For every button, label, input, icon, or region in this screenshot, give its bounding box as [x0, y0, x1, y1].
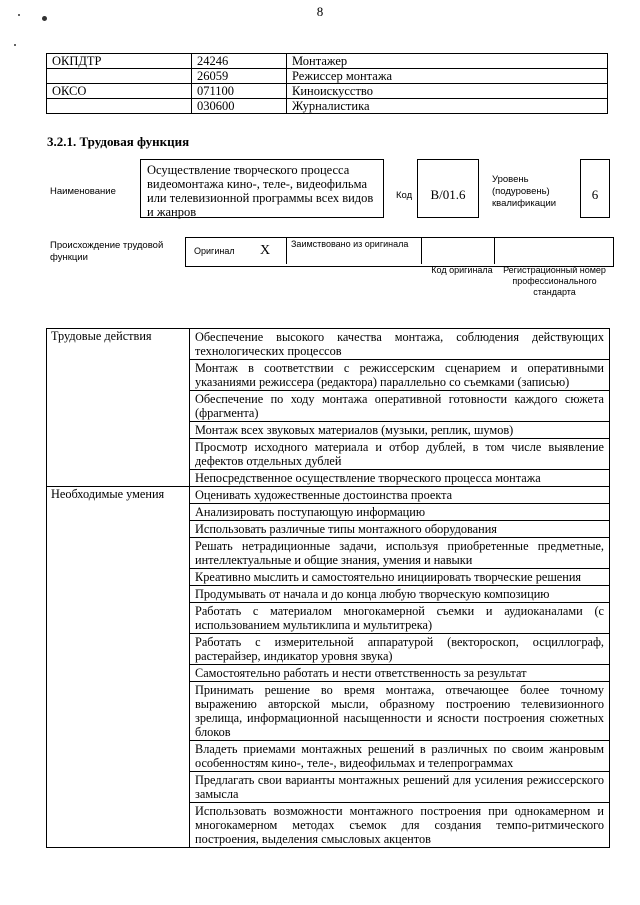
original-label: Оригинал: [194, 246, 235, 256]
classifier-code: 030600: [192, 99, 287, 114]
classifier-code: 24246: [192, 54, 287, 69]
section-item: Непосредственное осуществление творческого процесса монтажа: [190, 470, 610, 487]
table-row: [47, 69, 608, 84]
function-details-table: [46, 328, 610, 848]
section-item: Принимать решение во время монтажа, отвечающее более точному выражению авторской мысли, образному построению телевизионного зрелища, информационной насыщенности и ясности построения сюжетных блоков: [190, 682, 610, 741]
origin-borrowed-cell: [287, 238, 422, 264]
classifier-code: 26059: [192, 69, 287, 84]
original-mark: X: [260, 243, 271, 258]
section-item: Обеспечение по ходу монтажа оперативной готовности каждого сюжета (фрагмента): [190, 391, 610, 422]
function-name-value: Осуществление творческого процесса видеомонтажа кино-, теле-, видеофильма или телевизионной программы всех видов и жанров: [140, 159, 384, 218]
function-name-label: Наименование: [50, 186, 116, 197]
section-item: Предлагать свои варианты монтажных решений для усиления режиссерского замысла: [190, 772, 610, 803]
classifier-name: [47, 69, 192, 84]
section-item: Анализировать поступающую информацию: [190, 504, 610, 521]
origin-table: [185, 237, 614, 267]
qualification-level-label: Уровень (подуровень) квалификации: [492, 174, 557, 209]
section-item: Просмотр исходного материала и отбор дублей, в том числе выявление дефектов отдельных дублей: [190, 439, 610, 470]
section-item: Использовать возможности монтажного построения при однокамерном и многокамерном методах съемок для создания темпо-ритмического построения, выделения смысловых акцентов: [190, 803, 610, 848]
function-code-value: B/01.6: [417, 159, 479, 218]
origin-label: Происхождение трудовой функции: [50, 240, 164, 263]
table-row: [47, 487, 610, 504]
table-row: [47, 54, 608, 69]
section-item: Монтаж в соответствии с режиссерским сценарием и оперативными указаниями режиссера (редактора) параллельно со съемками (записью): [190, 360, 610, 391]
code-original-label: Код оригинала: [431, 265, 493, 275]
borrowed-label: Заимствовано из оригинала: [291, 239, 409, 249]
classifier-title: Киноискусство: [287, 84, 608, 99]
classifier-title: Журналистика: [287, 99, 608, 114]
classifier-name: [47, 99, 192, 114]
section-item: Продумывать от начала и до конца любую творческую композицию: [190, 586, 610, 603]
classifier-name: ОКПДТР: [47, 54, 192, 69]
section-heading: Необходимые умения: [47, 487, 190, 848]
function-code-label: Код: [396, 190, 413, 201]
section-item: Оценивать художественные достоинства проекта: [190, 487, 610, 504]
classifier-title: Режиссер монтажа: [287, 69, 608, 84]
section-item: Монтаж всех звуковых материалов (музыки, реплик, шумов): [190, 422, 610, 439]
section-title: 3.2.1. Трудовая функция: [47, 134, 190, 149]
section-item: Работать с материалом многокамерной съемки и аудиоканалами (с использованием мультиклипа и мультитрека): [190, 603, 610, 634]
section-item: Владеть приемами монтажных решений в различных по своим жанровым особенностям кино-, теле-, видеофильмах и телепрограммах: [190, 741, 610, 772]
section-item: Обеспечение высокого качества монтажа, соблюдения действующих технологических процессов: [190, 329, 610, 360]
classifier-name: ОКСО: [47, 84, 192, 99]
origin-code-cell: [422, 238, 495, 264]
table-row: [47, 99, 608, 114]
section-item: Креативно мыслить и самостоятельно инициировать творческие решения: [190, 569, 610, 586]
registration-number-label: Регистрационный номер профессионального стандарта: [503, 265, 606, 297]
table-row: [47, 329, 610, 360]
table-row: [47, 84, 608, 99]
section-item: Самостоятельно работать и нести ответственность за результат: [190, 665, 610, 682]
qualification-level-value: 6: [580, 159, 610, 218]
classifier-title: Монтажер: [287, 54, 608, 69]
classifier-code: 071100: [192, 84, 287, 99]
classifier-codes-table: [46, 53, 608, 114]
section-item: Работать с измерительной аппаратурой (вектороскоп, осциллограф, растерайзер, индикатор уровня звука): [190, 634, 610, 665]
page-number: 8: [316, 4, 324, 19]
section-item: Решать нетрадиционные задачи, используя приобретенные предметные, интеллектуальные и общие знания, умения и навыки: [190, 538, 610, 569]
section-item: Использовать различные типы монтажного оборудования: [190, 521, 610, 538]
section-heading: Трудовые действия: [47, 329, 190, 487]
origin-original-cell: [186, 238, 287, 264]
